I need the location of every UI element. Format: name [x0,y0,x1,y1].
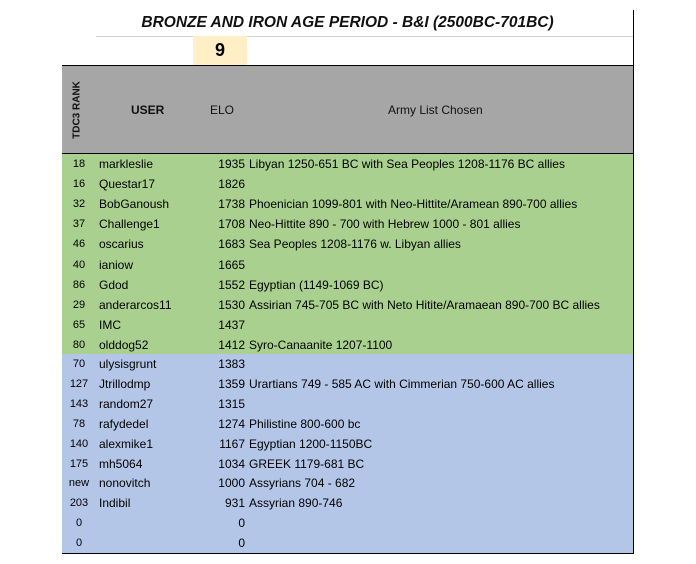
table-row[interactable] [62,394,633,414]
rank-cell[interactable]: 40 [72,258,86,271]
table-row[interactable] [62,513,633,533]
table-row[interactable] [62,434,633,454]
table-row[interactable] [62,473,633,493]
rank-cell[interactable]: 32 [72,198,86,211]
user-cell[interactable]: random27 [99,396,154,411]
column-header-army[interactable]: Army List Chosen [388,103,483,117]
column-header-rank-label: TDC3 RANK [71,81,83,139]
elo-cell[interactable]: 1708 [218,217,245,232]
table-row[interactable] [62,174,633,194]
elo-cell[interactable]: 1665 [218,257,245,272]
table-row[interactable] [62,154,633,174]
user-cell[interactable]: rafydedel [99,416,149,431]
rank-cell[interactable]: 86 [72,278,86,291]
user-cell[interactable]: Indibil [99,496,131,511]
user-cell[interactable]: IMC [99,317,121,332]
table-row[interactable] [62,414,633,434]
army-cell[interactable]: Phoenician 1099-801 with Neo-Hittite/Aramean 890-700 allies [249,197,578,212]
army-cell[interactable]: Assyrians 704 - 682 [249,476,356,491]
page-title: BRONZE AND IRON AGE PERIOD - B&I (2500BC-701BC) [141,14,554,31]
rank-cell[interactable]: 127 [69,377,89,390]
user-cell[interactable]: olddog52 [99,337,149,352]
army-cell[interactable]: Urartians 749 - 585 AC with Cimmerian 750-600 AC allies [249,376,555,391]
elo-cell[interactable]: 1683 [218,237,245,252]
user-cell[interactable]: anderarcos11 [99,297,172,312]
army-cell[interactable]: Syro-Canaanite 1207-1100 [249,337,393,352]
rank-cell[interactable]: 203 [69,497,89,510]
table-row[interactable] [62,354,633,374]
table-row[interactable] [62,493,633,513]
elo-cell[interactable]: 1738 [218,197,245,212]
table-row[interactable] [62,454,633,474]
elo-cell[interactable]: 1315 [218,396,245,411]
elo-cell[interactable]: 1826 [218,177,245,192]
table-row[interactable] [62,533,633,553]
rank-cell[interactable]: 16 [72,178,86,191]
table-header [62,65,633,154]
user-cell[interactable]: BobGanoush [99,197,170,212]
elo-cell[interactable]: 931 [224,496,245,511]
rank-cell[interactable]: 65 [72,318,86,331]
army-cell[interactable]: Egyptian (1149-1069 BC) [249,277,384,292]
table-row[interactable] [62,194,633,214]
user-cell[interactable]: oscarius [99,237,144,252]
army-cell[interactable]: Philistine 800-600 bc [249,416,361,431]
army-cell[interactable]: Egyptian 1200-1150BC [249,436,373,451]
user-cell[interactable]: Gdod [99,277,129,292]
table-row[interactable] [62,234,633,254]
user-cell[interactable]: alexmike1 [99,436,154,451]
elo-cell[interactable]: 1359 [218,376,245,391]
army-cell[interactable]: Libyan 1250-651 BC with Sea Peoples 1208-1176 BC allies [249,157,565,171]
rank-cell[interactable]: 18 [72,158,86,170]
rank-cell[interactable]: 175 [69,457,89,470]
user-cell[interactable]: nonovitch [99,476,151,491]
user-cell[interactable]: ulysisgrunt [99,357,157,371]
rank-cell[interactable]: 143 [69,397,89,410]
elo-cell[interactable]: 1274 [218,416,245,431]
elo-cell[interactable]: 1412 [218,337,245,352]
column-header-rank[interactable] [66,74,88,146]
rank-cell[interactable]: new [68,477,90,490]
table-row[interactable] [62,295,633,315]
elo-cell[interactable]: 1935 [218,157,245,171]
elo-cell[interactable]: 1437 [218,317,245,332]
rank-cell[interactable]: 80 [72,338,86,351]
elo-cell[interactable]: 0 [238,516,245,531]
rank-cell[interactable]: 46 [72,238,86,251]
user-cell[interactable]: Questar17 [99,177,156,192]
army-cell[interactable]: Sea Peoples 1208-1176 w. Libyan allies [249,237,461,252]
army-cell[interactable]: Assyrian 890-746 [249,496,343,511]
rank-cell[interactable]: 70 [72,358,86,370]
table-row[interactable] [62,214,633,234]
rank-cell[interactable]: 0 [75,537,83,550]
column-header-user[interactable]: USER [131,103,165,117]
user-cell[interactable]: ianiow [99,257,134,272]
army-cell[interactable]: GREEK 1179-681 BC [249,456,365,471]
elo-cell[interactable]: 0 [238,536,245,551]
rank-cell[interactable]: 0 [75,517,83,530]
column-header-elo[interactable]: ELO [210,103,235,117]
divider [96,36,633,37]
army-cell[interactable]: Neo-Hittite 890 - 700 with Hebrew 1000 - 801 allies [249,217,521,232]
table-row[interactable] [62,335,633,355]
table-row[interactable] [62,275,633,295]
army-cell[interactable]: Assirian 745-705 BC with Neto Hitite/Aramaean 890-700 BC allies [249,297,600,312]
user-cell[interactable]: Jtrillodmp [99,376,151,391]
elo-cell[interactable]: 1530 [218,297,245,312]
elo-cell[interactable]: 1000 [218,476,245,491]
user-cell[interactable]: mh5064 [99,456,143,471]
player-count-cell[interactable]: 9 [193,36,247,65]
rank-cell[interactable]: 140 [69,437,89,450]
elo-cell[interactable]: 1034 [218,456,245,471]
rank-cell[interactable]: 29 [72,298,86,311]
table-row[interactable] [62,374,633,394]
user-cell[interactable]: Challenge1 [99,217,160,232]
elo-cell[interactable]: 1552 [218,277,245,292]
table-row[interactable] [62,315,633,335]
rank-cell[interactable]: 78 [72,417,86,430]
elo-cell[interactable]: 1167 [219,436,245,451]
user-cell[interactable]: markleslie [99,157,154,171]
rank-cell[interactable]: 37 [72,218,86,231]
elo-cell[interactable]: 1383 [218,357,245,371]
table-row[interactable] [62,255,633,275]
